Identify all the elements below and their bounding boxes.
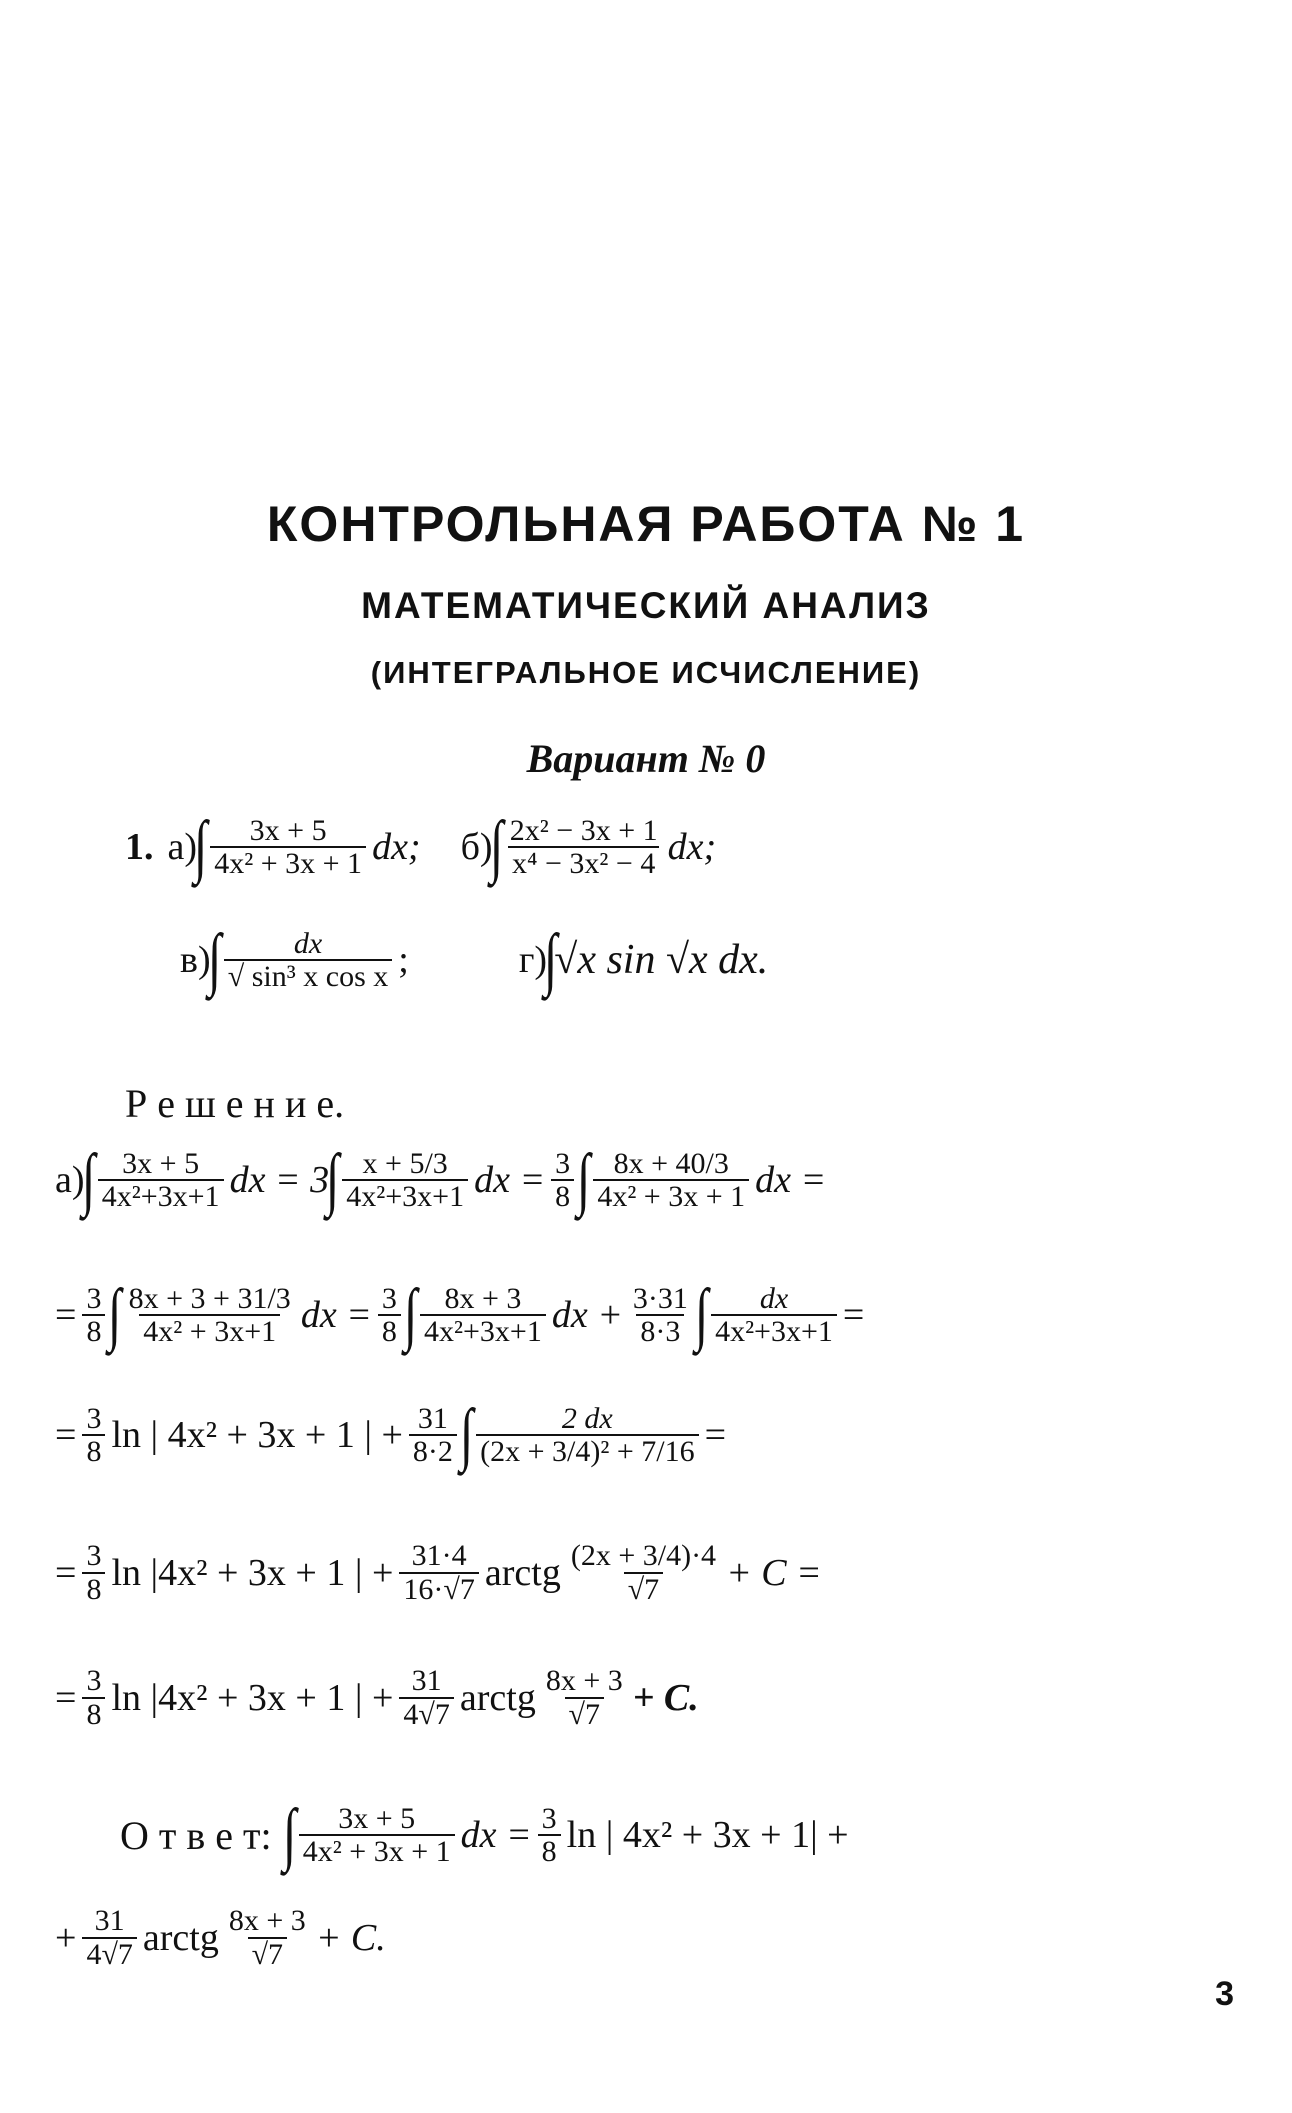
task-a-tail: dx;: [372, 826, 421, 868]
integral-icon: ∫: [193, 808, 208, 885]
answer-lead-2: +: [55, 1916, 77, 1959]
task-d-expr: √x sin √x dx.: [554, 937, 769, 983]
line5-text-3: + C.: [632, 1676, 699, 1719]
answer-text-1: dx =: [460, 1814, 532, 1856]
line1-fraction-2: $\frac{x + 5/3}{\text{4x²+3x+1}}$: [342, 1148, 468, 1213]
line1-text-2: dx =: [474, 1159, 546, 1201]
line2-coef-3: $\frac{3\cdot 31}{8\cdot 3}$: [632, 1281, 688, 1348]
line5-text-1: ln |4x² + 3x + 1 | +: [111, 1676, 394, 1719]
line5-coef-2: $\frac{31}{4√7}$: [399, 1665, 453, 1730]
line1-fraction-1: $\frac{3x + 5}{\text{4x²+3x+1}}$: [98, 1148, 224, 1213]
task-row-1: [125, 808, 717, 885]
line1-coef: $\frac{3}{8}$: [551, 1148, 574, 1213]
solution-line-1: а) ∫ $\frac{3x + 5}{\text{4x²+3x+1}}$ dx = 3 ∫ $\frac{x + 5/3}{\text{4x²+3x+1}}$ dx = $\frac{3}{8}$ ∫ $\frac{8x + 40/3}{\text{4x² + 3x + 1}}$ dx =: [55, 1141, 827, 1218]
task-row-2: [180, 921, 769, 998]
solution-line-4: [55, 1540, 822, 1605]
task-c-tail: ;: [398, 939, 409, 981]
integral-icon: ∫: [489, 808, 503, 885]
line2-text-2: dx +: [551, 1294, 623, 1336]
task-c-label: в): [180, 939, 211, 981]
solution-line-3: = $\frac{3}{8}$ ln | 4x² + 3x + 1 | + $\frac{31}{8\cdot 2}$ ∫ $\frac{2 dx}{\text{(2x + 3/4)² + 7/16}}$ =: [55, 1396, 727, 1473]
answer-fraction-2: $\frac{8x + 3}{√7}$: [228, 1904, 306, 1971]
line5-coef-1: $\frac{3}{8}$: [82, 1665, 105, 1730]
answer-text-4: + C.: [315, 1916, 386, 1959]
line4-coef-1: $\frac{3}{8}$: [82, 1540, 105, 1605]
line4-text-1: ln |4x² + 3x + 1 | +: [111, 1551, 394, 1594]
subtitle-heading: (ИНТЕГРАЛЬНОЕ ИСЧИСЛЕНИЕ): [370, 655, 922, 690]
line3-lead: =: [55, 1414, 77, 1456]
integral-icon: ∫: [207, 921, 221, 998]
line5-fraction: $\frac{8x + 3}{√7}$: [545, 1664, 623, 1731]
answer-coef-1: $\frac{3}{8}$: [538, 1803, 561, 1868]
line1-text-1: dx = 3: [229, 1159, 330, 1201]
line4-coef-2: $\frac{31\cdot 4}{16\cdot√7}$: [399, 1540, 478, 1605]
line4-text-3: + C =: [726, 1551, 822, 1594]
line4-arctg: arctg: [484, 1551, 561, 1594]
task-c-fraction: $\frac{dx}{\text{√ sin³ x cos x}}$: [224, 928, 392, 993]
answer-coef-2: $\frac{31}{4√7}$: [82, 1905, 136, 1970]
line2-coef-1: $\frac{3}{8}$: [82, 1283, 105, 1348]
line2-fraction-1: $\frac{8x + 3 + 31/3}{\text{4x² + 3x+1}}$: [128, 1281, 291, 1348]
line2-fraction-2: $\frac{8x + 3}{\text{4x²+3x+1}}$: [420, 1283, 546, 1348]
line3-text-1: ln | 4x² + 3x + 1 | +: [111, 1414, 403, 1456]
answer-arctg: arctg: [142, 1916, 219, 1959]
line4-lead: =: [55, 1551, 77, 1594]
line5-arctg: arctg: [459, 1676, 536, 1719]
task-b-label: б): [460, 826, 493, 868]
page-number: 3: [1215, 1975, 1234, 2013]
line4-fraction: $\frac{(2x + 3/4)\cdot 4}{√7}$: [570, 1539, 717, 1606]
line1-label: а): [55, 1159, 85, 1201]
solution-line-2: = $\frac{3}{8}$ ∫ $\frac{8x + 3 + 31/3}{\text{4x² + 3x+1}}$ dx = $\frac{3}{8}$ ∫ $\frac{8x + 3}{\text{4x²+3x+1}}$ dx + $\frac{3\cdot 31}{8\cdot 3}$ ∫ $\frac{dx}{\text{4x²+3x+1}}$ =: [55, 1276, 865, 1353]
line2-coef-2: $\frac{3}{8}$: [378, 1283, 401, 1348]
subject-heading: МАТЕМАТИЧЕСКИЙ АНАЛИЗ: [361, 585, 931, 626]
solution-heading: Р е ш е н и е.: [125, 1081, 345, 1126]
answer-line-2: [55, 1905, 386, 1970]
answer-fraction-1: $\frac{3x + 5}{\text{4x² + 3x + 1}}$: [299, 1803, 455, 1868]
task-b-fraction: $\frac{\text{2x² − 3x + 1}}{\text{x⁴ − 3x² − 4}}$: [509, 813, 658, 880]
line3-coef-1: $\frac{3}{8}$: [82, 1403, 105, 1468]
line2-lead: =: [55, 1294, 77, 1336]
line5-lead: =: [55, 1676, 77, 1719]
task-a-label: а): [167, 826, 198, 868]
task-number: 1.: [125, 826, 154, 868]
task-b-tail: dx;: [667, 826, 717, 868]
page-title: КОНТРОЛЬНАЯ РАБОТА № 1: [266, 496, 1026, 552]
line2-fraction-3: $\frac{dx}{\text{4x²+3x+1}}$: [711, 1283, 837, 1348]
line1-text-3: dx =: [755, 1159, 827, 1201]
line1-fraction-3: $\frac{8x + 40/3}{\text{4x² + 3x + 1}}$: [593, 1148, 749, 1213]
line3-fraction: $\frac{2 dx}{\text{(2x + 3/4)² + 7/16}}$: [476, 1403, 698, 1468]
solution-line-5: [55, 1665, 699, 1730]
integral-icon: ∫: [543, 921, 558, 998]
variant-heading: Вариант № 0: [526, 736, 766, 781]
solution-heading-row: [125, 1080, 344, 1127]
line3-text-2: =: [704, 1414, 727, 1456]
task-a-fraction: $\frac{3x + 5}{\text{4x² + 3x + 1}}$: [210, 815, 366, 880]
answer-text-2: ln | 4x² + 3x + 1| +: [566, 1814, 849, 1856]
task-d-label: г): [518, 939, 548, 981]
line2-text-3: =: [842, 1294, 865, 1336]
line3-coef-2: $\frac{31}{8\cdot 2}$: [409, 1403, 457, 1468]
line2-text-1: dx =: [300, 1294, 372, 1336]
answer-line-1: О т в е т: ∫ $\frac{3x + 5}{\text{4x² + 3x + 1}}$ dx = $\frac{3}{8}$ ln | 4x² + 3x + 1| +: [120, 1796, 849, 1873]
answer-label: О т в е т:: [120, 1812, 272, 1858]
